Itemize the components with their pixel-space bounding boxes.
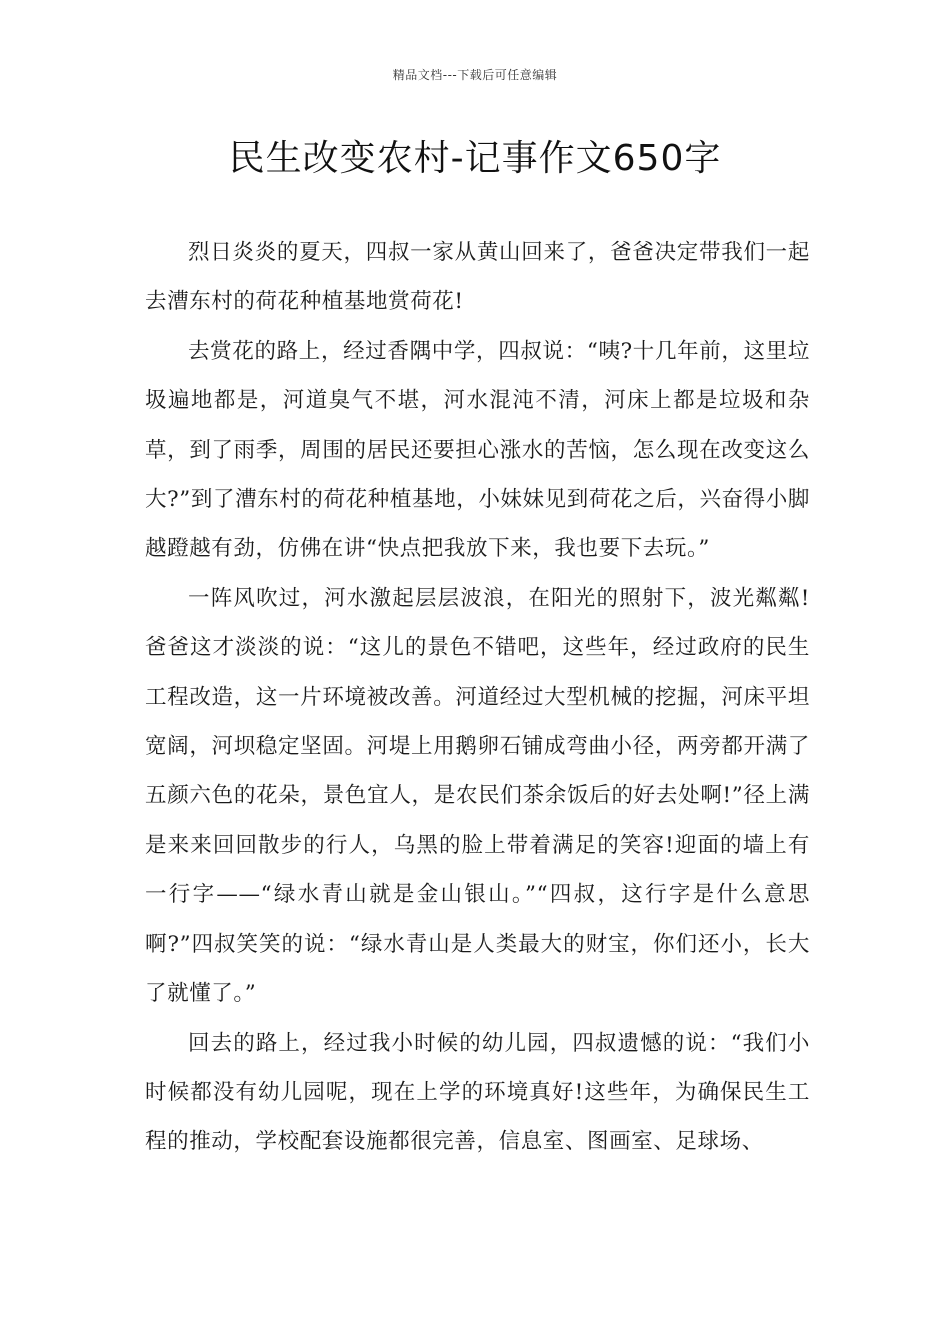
article-body xyxy=(145,228,810,1167)
paragraph-3: 一阵风吹过，河水激起层层波浪，在阳光的照射下，波光粼粼!爸爸这才淡淡的说：“这儿的景色不错吧，这些年，经过政府的民生工程改造，这一片环境被改善。河道经过大型机械的挖掘，河床平坦宽阔，河坝稳定坚固。河堤上用鹅卵石铺成弯曲小径，两旁都开满了五颜六色的花朵，景色宜人，是农民们茶余饭后的好去处啊!”径上满是来来回回散步的行人，乌黑的脸上带着满足的笑容!迎面的墙上有一行字——“绿水青山就是金山银山。”“四叔，这行字是什么意思啊?”四叔笑笑的说：“绿水青山是人类最大的财宝，你们还小，长大了就懂了。” xyxy=(145,585,810,1007)
paragraph-1: 烈日炎炎的夏天，四叔一家从黄山回来了，爸爸决定带我们一起去漕东村的荷花种植基地赏荷花! xyxy=(145,240,810,315)
document-title: 民生改变农村-记事作文650字 xyxy=(228,138,722,179)
paragraph-4: 回去的路上，经过我小时候的幼儿园，四叔遗憾的说：“我们小时候都没有幼儿园呢，现在上学的环境真好!这些年，为确保民生工程的推动，学校配套设施都很完善，信息室、图画室、足球场、 xyxy=(145,1030,810,1155)
header-note: 精品文档---下载后可任意编辑 xyxy=(392,68,558,82)
paragraph-2: 去赏花的路上，经过香隅中学，四叔说：“咦?十几年前，这里垃圾遍地都是，河道臭气不堪，河水混沌不清，河床上都是垃圾和杂草，到了雨季，周围的居民还要担心涨水的苦恼，怎么现在改变这么大?”到了漕东村的荷花种植基地，小妹妹见到荷花之后，兴奋得小脚越蹬越有劲，仿佛在讲“快点把我放下来，我也要下去玩。” xyxy=(145,338,810,562)
